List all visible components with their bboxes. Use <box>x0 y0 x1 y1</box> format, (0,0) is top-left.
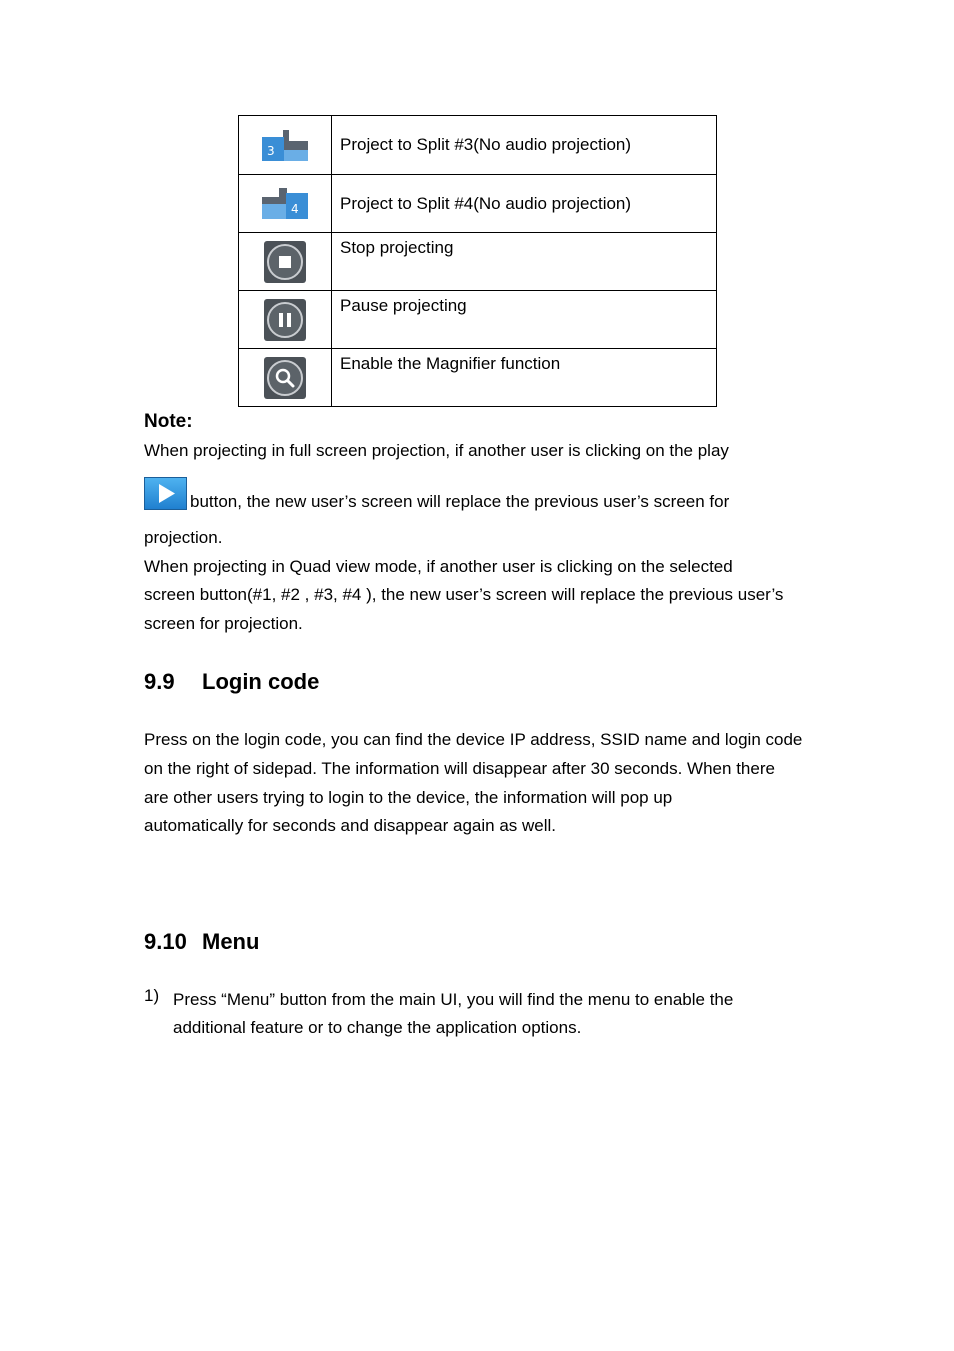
note-line: When projecting in Quad view mode, if another user is clicking on the selected <box>144 557 733 576</box>
split-3-icon <box>261 129 309 162</box>
table-cell-label: Project to Split #3(No audio projection) <box>332 116 717 175</box>
list-item-line: additional feature or to change the application options. <box>173 1018 582 1037</box>
magnifier-icon <box>264 357 306 399</box>
paragraph-line: are other users trying to login to the device, the information will pop up <box>144 788 673 807</box>
table-cell-label: Project to Split #4(No audio projection) <box>332 175 717 233</box>
list-item-number: 1) <box>144 986 160 1005</box>
section-title: Menu <box>202 929 260 954</box>
pause-icon <box>264 299 306 341</box>
split-4-digit: 4 <box>291 202 299 216</box>
note-title: Note: <box>144 411 193 432</box>
table-row <box>239 349 717 407</box>
split-3-digit: 3 <box>267 143 275 158</box>
paragraph-line: on the right of sidepad. The information will disappear after 30 seconds. When there <box>144 759 775 778</box>
paragraph-line: automatically for seconds and disappear again as well. <box>144 816 557 835</box>
table-row <box>239 291 717 349</box>
note-line: button, the new user’s screen will replace the previous user’s screen for <box>190 492 730 511</box>
icon-cell <box>239 116 332 175</box>
stop-icon <box>264 241 306 283</box>
icon-cell <box>239 349 332 407</box>
section-number: 9.10 <box>144 929 187 954</box>
table-row <box>239 233 717 291</box>
note-line: screen for projection. <box>144 614 303 633</box>
table-row <box>239 175 717 233</box>
note-line: screen button(#1, #2 , #3, #4 ), the new user’s screen will replace the previous user’s <box>144 585 784 604</box>
paragraph-line: Press on the login code, you can find the device IP address, SSID name and login code <box>144 730 803 749</box>
icon-cell <box>239 291 332 349</box>
table-row <box>239 116 717 175</box>
section-heading-menu <box>144 929 259 955</box>
table-cell-label: Stop projecting <box>332 233 717 291</box>
section-heading-login-code <box>144 669 319 695</box>
table-cell-label: Enable the Magnifier function <box>332 349 717 407</box>
table-cell-label: Pause projecting <box>332 291 717 349</box>
section-title: Login code <box>202 669 320 694</box>
section-number: 9.9 <box>144 669 175 694</box>
icon-table <box>238 115 717 407</box>
list-item-line: Press “Menu” button from the main UI, you will find the menu to enable the <box>173 990 734 1009</box>
play-icon <box>144 477 187 510</box>
icon-cell <box>239 175 332 233</box>
note-line: When projecting in full screen projection, if another user is clicking on the play <box>144 441 729 460</box>
note-line: projection. <box>144 528 223 547</box>
split-4-icon <box>261 187 309 220</box>
icon-cell <box>239 233 332 291</box>
